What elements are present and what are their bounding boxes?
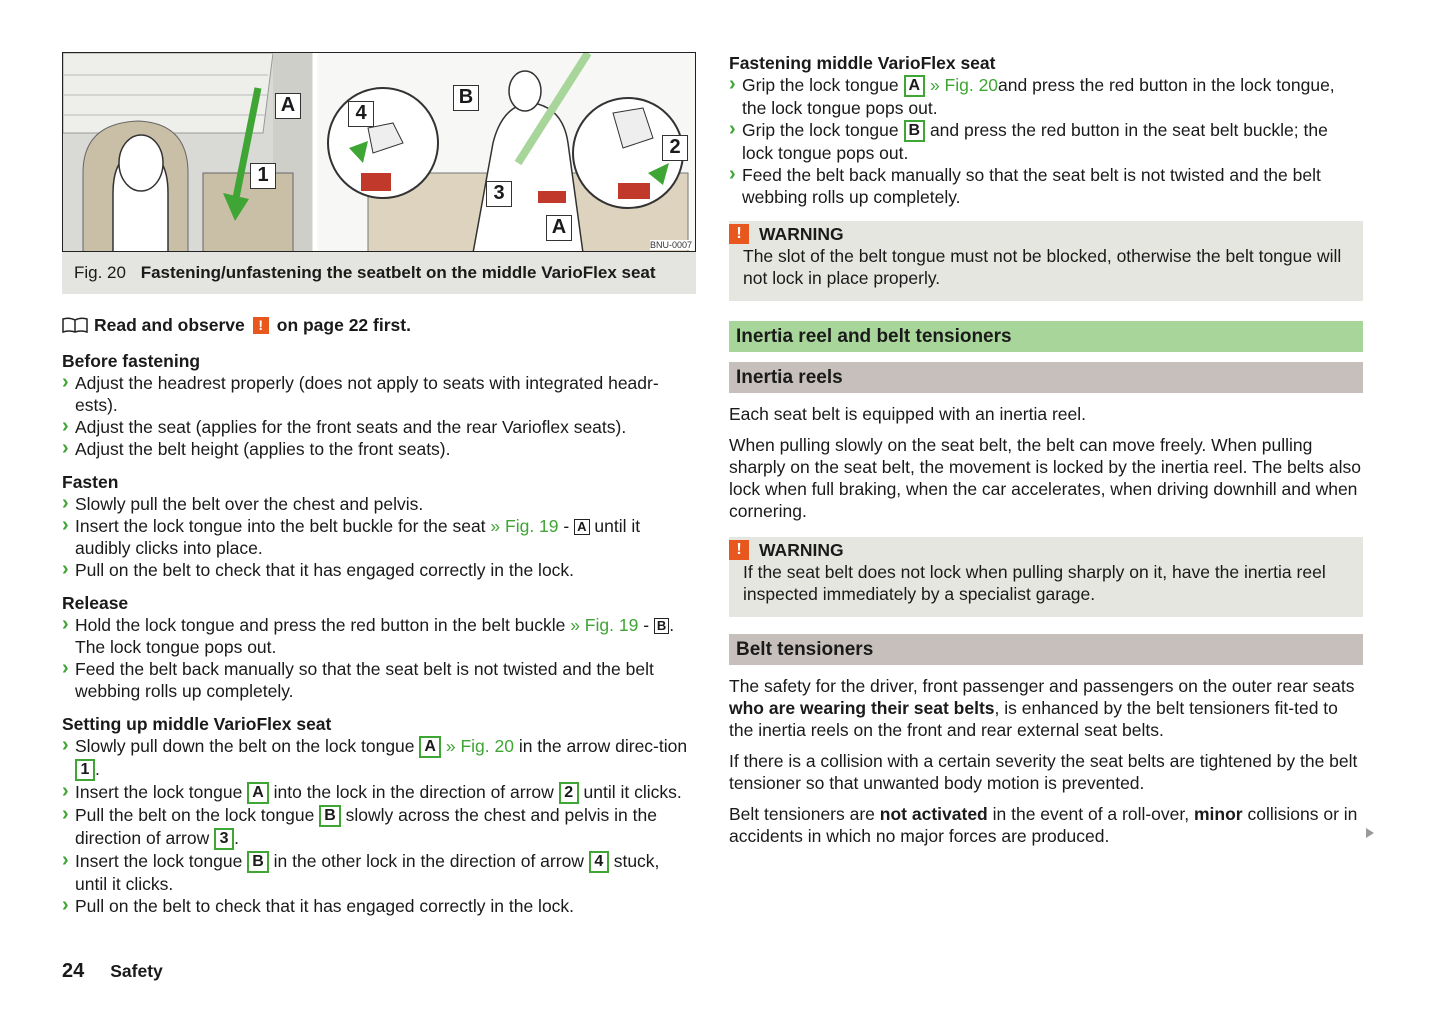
page-number: 24 [62,960,85,982]
list-item: › Slowly pull the belt over the chest and pelvis. [62,493,696,515]
before-heading: Before fastening [62,351,201,371]
key-b: B [654,618,669,634]
paragraph: Each seat belt is equipped with an inertia reel. [729,404,1087,424]
fastening-middle-heading: Fastening middle VarioFlex seat [729,53,996,73]
callout-a-bottom: A [546,215,572,241]
page-footer [62,960,163,982]
list-item [62,515,696,559]
text: and press the red button in the seat belt buckle; the lock tongue pops out. [742,120,1328,163]
release-heading: Release [62,593,129,613]
right-column [729,52,1363,847]
text: . [95,759,100,779]
read-note-prefix: Read and observe [94,315,245,335]
text: Insert the lock tongue [75,782,243,802]
list-item: › Adjust the headrest properly (does not apply to seats with integrated headr-ests). [62,372,696,416]
text: slowly across the chest and pelvis in the direction of arrow [75,805,657,848]
text: Grip the lock tongue [742,75,899,95]
list-item [729,74,1363,119]
text: in the arrow direc-tion [518,736,688,756]
warning-box-2 [729,537,1363,617]
text: Insert the lock tongue [75,851,243,871]
list-item: › Feed the belt back manually so that the seat belt is not twisted and the belt webbing rolls up completely. [62,658,696,702]
list-item: › Pull on the belt to check that it has engaged correctly in the lock. [62,559,696,581]
text: . [234,828,239,848]
text: - [563,516,570,536]
key-a: A [419,736,441,758]
figure-code: BNU-0007 [649,240,692,250]
figure-label: Fig. 20 [74,263,126,282]
figure-illustration [62,52,696,252]
read-note-link[interactable]: on page 22 first. [276,315,411,335]
section-name: Safety [110,961,163,981]
paragraph [729,803,1363,847]
text: and press the red button in the lock tongue, the lock tongue pops out. [742,75,1335,118]
fig20-link[interactable]: » Fig. 20 [929,75,999,95]
read-note [62,314,696,336]
warning-title: WARNING [759,224,844,244]
callout-3: 3 [486,181,512,207]
warning-header [729,537,1351,561]
text: stuck, until it clicks. [75,851,660,894]
list-item [62,735,696,781]
text: Hold the lock tongue and press the red button in the belt buckle [75,615,566,635]
text: Insert the lock tongue into the belt buckle for the seat [75,516,486,536]
callout-2: 2 [662,135,688,161]
text: Belt tensioners are [729,804,875,824]
setup-list [62,735,696,917]
text: . The lock tongue pops out. [75,615,675,657]
fasten-heading: Fasten [62,472,119,492]
subheading-inertia-reels: Inertia reels [729,362,1363,393]
warning-text: If the seat belt does not lock when pulling sharply on it, have the inertia reel inspected immediately by a specialist garage. [743,562,1326,604]
list-item [62,614,696,658]
seatbelt-illustration [63,53,696,252]
text: The safety for the driver, front passenger and passengers on the outer rear seats [729,676,1355,696]
key-1: 1 [75,759,95,781]
list-item: › Feed the belt back manually so that the seat belt is not twisted and the belt webbing rolls up completely. [729,164,1363,208]
text: until it audibly clicks into place. [75,516,641,558]
key-b: B [247,851,269,873]
setup-heading: Setting up middle VarioFlex seat [62,714,332,734]
subheading-belt-tensioners: Belt tensioners [729,634,1363,665]
text: Slowly pull down the belt on the lock tongue [75,736,415,756]
list-item: › Adjust the belt height (applies to the front seats). [62,438,696,460]
text: into the lock in the direction of arrow [273,782,554,802]
key-b: B [904,120,926,142]
key-2: 2 [559,782,579,804]
key-a: A [247,782,269,804]
paragraph: If there is a collision with a certain severity the seat belts are tightened by the belt tensioner so that unwanted body motion is prevented. [729,751,1358,793]
bold-text: who are wearing their seat belts [729,698,995,718]
list-item: › Adjust the seat (applies for the front seats and the rear Varioflex seats). [62,416,696,438]
section-heading-inertia: Inertia reel and belt tensioners [729,321,1363,352]
list-item [62,781,696,804]
callout-4: 4 [348,101,374,127]
key-3: 3 [214,828,234,850]
text: in the other lock in the direction of arrow [273,851,584,871]
fastening-middle-list [729,74,1363,208]
callout-1: 1 [250,163,276,189]
paragraph [729,675,1363,741]
figure-caption [62,252,696,294]
fig19-link[interactable]: » Fig. 19 [570,615,639,635]
text: , is enhanced by the belt tensioners fit-ted to the inertia reels on the front and rear external seat belts. [729,698,1338,740]
fig20-link[interactable]: » Fig. 20 [445,736,514,756]
key-a: A [574,519,589,535]
warning-box-1 [729,221,1363,301]
text: - [643,615,650,635]
list-item [62,850,696,895]
text: in the event of a roll-over, [992,804,1190,824]
warning-text: The slot of the belt tongue must not be blocked, otherwise the belt tongue will not lock in place properly. [743,246,1342,288]
bold-text: minor [1194,804,1243,824]
warning-icon: ! [729,540,749,560]
text: Grip the lock tongue [742,120,899,140]
next-page-arrow-icon[interactable] [1366,828,1374,838]
text: Pull the belt on the lock tongue [75,805,315,825]
paragraph: When pulling slowly on the seat belt, the belt can move freely. When pulling sharply on the seat belt, the movement is locked by the inertia reel. The belts also lock when full braking, when the car accelerates, when driving downhill and when cornering. [729,435,1361,521]
text: collisions or in accidents in which no major forces are produced. [729,804,1358,846]
warning-icon: ! [253,317,269,334]
before-list [62,372,696,460]
figure-title: Fastening/unfastening the seatbelt on the middle VarioFlex seat [140,263,656,282]
left-column [62,52,696,917]
fig19-link[interactable]: » Fig. 19 [490,516,559,536]
list-item: › Pull on the belt to check that it has engaged correctly in the lock. [62,895,696,917]
release-list [62,614,696,702]
callout-a-top: A [275,93,301,119]
list-item [729,119,1363,164]
fasten-list [62,493,696,581]
warning-header [729,221,1351,245]
key-4: 4 [589,851,609,873]
list-item [62,804,696,850]
bold-text: not activated [879,804,988,824]
book-icon [62,317,88,333]
warning-icon: ! [729,224,749,244]
key-b: B [319,805,341,827]
text: until it clicks. [583,782,682,802]
callout-b: B [453,85,479,111]
key-a: A [904,75,926,97]
warning-title: WARNING [759,540,844,560]
